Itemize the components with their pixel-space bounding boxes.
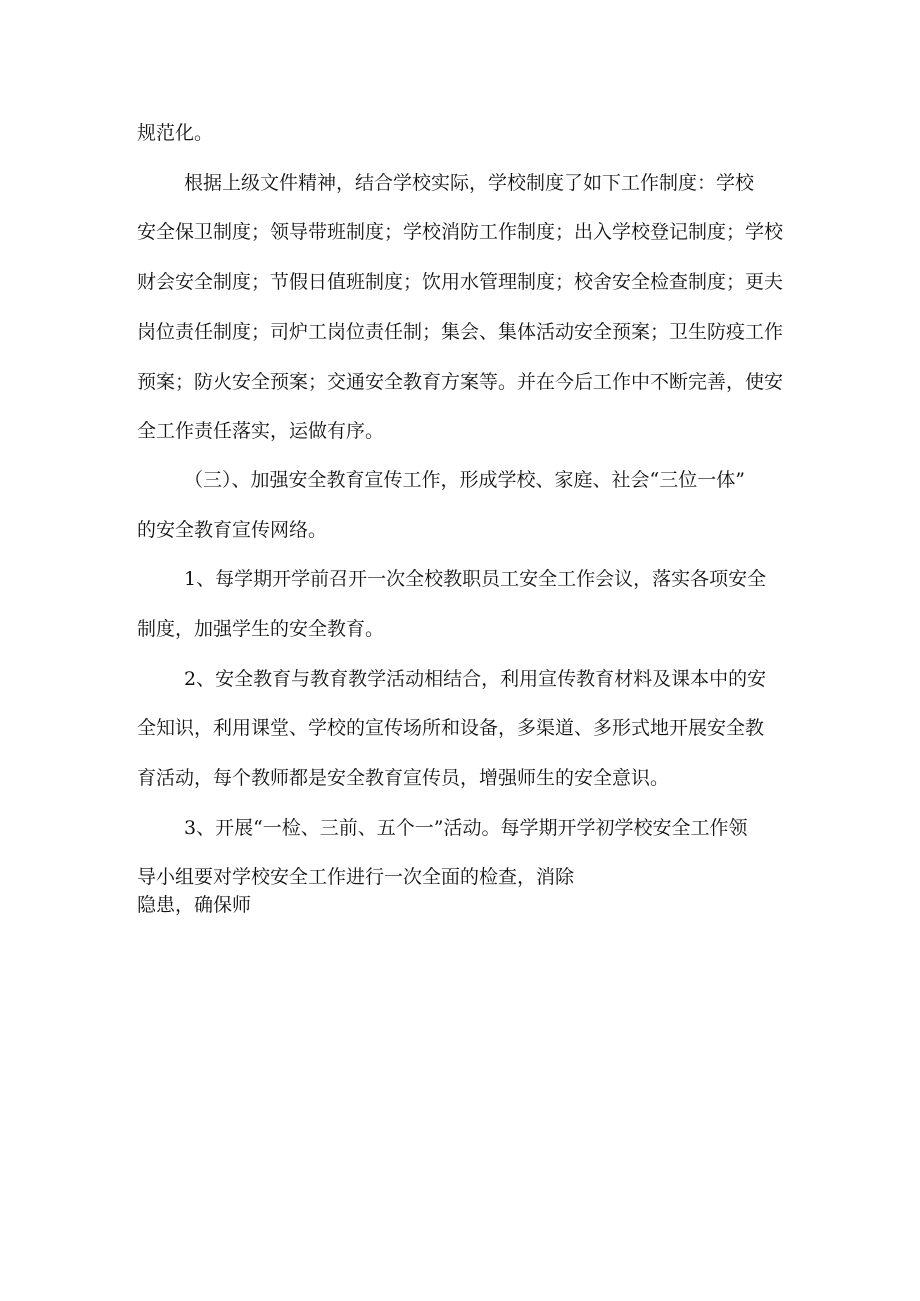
paragraph-work-systems-line-5: 预案；防火安全预案；交通安全教育方案等。并在今后工作中不断完善，使安 <box>137 371 784 393</box>
list-item-2-line-3: 育活动，每个教师都是安全教育宣传员，增强师生的安全意识。 <box>137 767 670 789</box>
list-item-1-line-1: 1、每学期开学前召开一次全校教职员工安全工作会议，落实各项安全 <box>184 568 767 590</box>
list-item-3-line-1: 3、开展“一检、三前、五个一”活动。每学期开学初学校安全工作领 <box>184 817 748 839</box>
paragraph-work-systems-line-1: 根据上级文件精神，结合学校实际，学校制度了如下工作制度：学校 <box>184 172 755 194</box>
list-item-2-line-1: 2、安全教育与教育教学活动相结合，利用宣传教育材料及课本中的安 <box>184 668 767 690</box>
paragraph-work-systems-line-4: 岗位责任制度；司炉工岗位责任制；集会、集体活动安全预案；卫生防疫工作 <box>137 321 784 343</box>
list-item-1-line-2: 制度，加强学生的安全教育。 <box>137 618 385 640</box>
text-line-continuation: 规范化。 <box>137 122 214 144</box>
list-item-3-line-2: 导小组要对学校安全工作进行一次全面的检查，消除 <box>137 866 575 888</box>
paragraph-work-systems-line-3: 财会安全制度；节假日值班制度；饮用水管理制度；校舍安全检查制度；更夫 <box>137 271 784 293</box>
section-heading-3-line-2: 的安全教育宣传网络。 <box>137 519 328 541</box>
section-heading-3-line-1: （三）、加强安全教育宣传工作，形成学校、家庭、社会“三位一体” <box>184 469 745 491</box>
list-item-2-line-2: 全知识，利用课堂、学校的宣传场所和设备，多渠道、多形式地开展安全教 <box>137 717 765 739</box>
paragraph-work-systems-line-2: 安全保卫制度；领导带班制度；学校消防工作制度；出入学校登记制度；学校 <box>137 221 784 243</box>
paragraph-work-systems-line-6: 全工作责任落实，运做有序。 <box>137 420 385 442</box>
list-item-3-line-3: 隐患，确保师 <box>137 894 252 916</box>
